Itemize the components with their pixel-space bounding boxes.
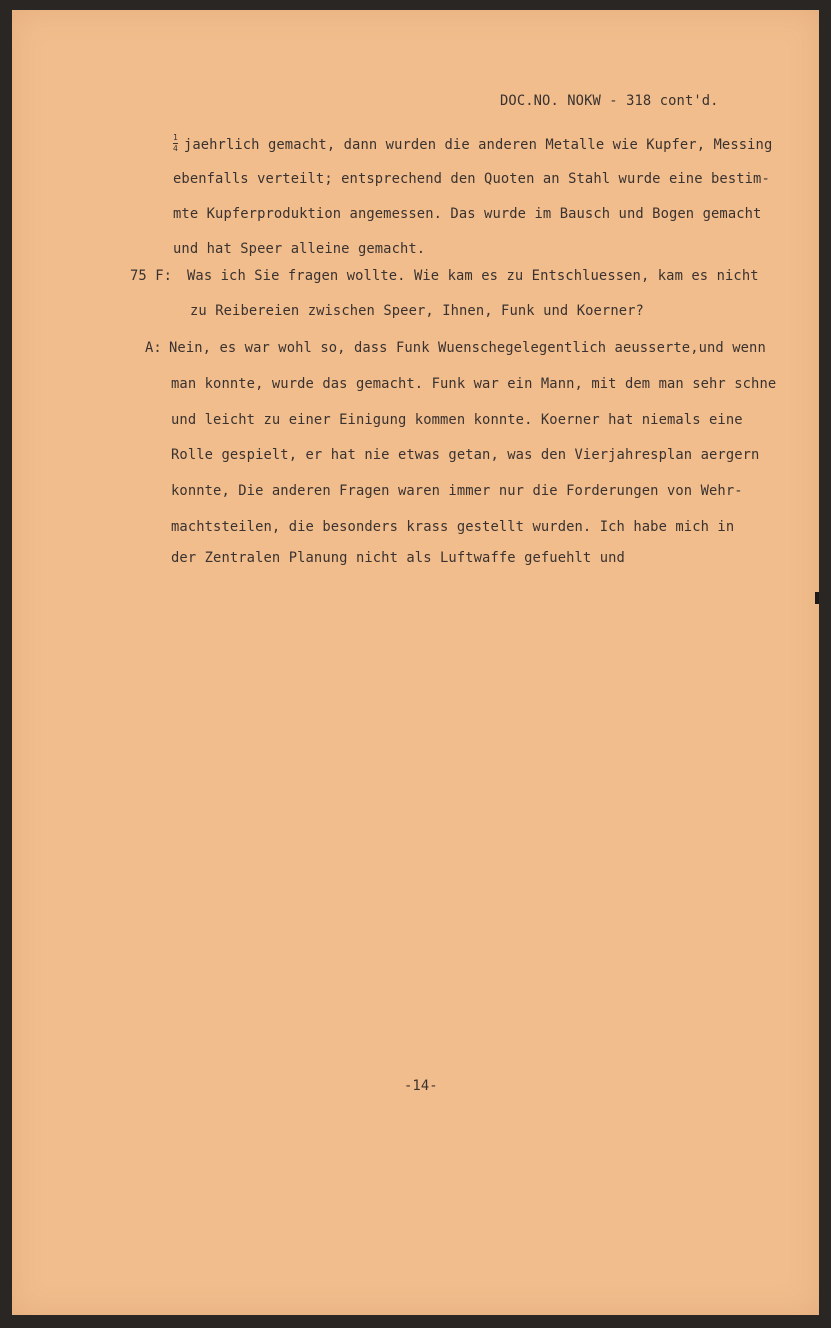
- answer-line-2: man konnte, wurde das gemacht. Funk war ein Mann, mit dem man sehr schne: [171, 376, 777, 392]
- question-number: [130, 268, 172, 284]
- answer-line-6: machtsteilen, die besonders krass gestellt wurden. Ich habe mich in: [171, 519, 735, 535]
- fraction-denominator: 4: [173, 144, 178, 153]
- answer-line-5: konnte, Die anderen Fragen waren immer nur die Forderungen von Wehr-: [171, 483, 743, 499]
- answer-label: A:: [145, 340, 162, 356]
- continuation-line-3: mte Kupferproduktion angemessen. Das wurde im Bausch und Bogen gemacht: [173, 206, 762, 222]
- paper-edge-mark: [815, 592, 819, 604]
- question-label: F:: [155, 268, 173, 284]
- document-page: [12, 10, 819, 1315]
- answer-line-4: Rolle gespielt, er hat nie etwas getan, was den Vierjahresplan aergern: [171, 447, 760, 463]
- page-number: -14-: [404, 1078, 438, 1094]
- continuation-line-4: und hat Speer alleine gemacht.: [173, 241, 426, 257]
- answer-line-3: und leicht zu einer Einigung kommen konnte. Koerner hat niemals eine: [171, 412, 743, 428]
- answer-line-7: der Zentralen Planung nicht als Luftwaffe gefuehlt und: [171, 550, 625, 566]
- continuation-line-1: [173, 134, 772, 153]
- document-reference-header: DOC.NO. NOKW - 318 cont'd.: [500, 93, 719, 109]
- continuation-line-2: ebenfalls verteilt; entsprechend den Quoten an Stahl wurde eine bestim-: [173, 171, 770, 187]
- continuation-line-1-text: jaehrlich gemacht, dann wurden die anderen Metalle wie Kupfer, Messing: [183, 137, 773, 153]
- question-number-value: 75: [130, 268, 147, 284]
- fraction-numerator: 1: [173, 133, 178, 142]
- question-line-2: zu Reibereien zwischen Speer, Ihnen, Funk und Koerner?: [190, 303, 644, 319]
- fraction-one-quarter: [173, 134, 178, 153]
- answer-line-1: Nein, es war wohl so, dass Funk Wuenschegelegentlich aeusserte,und wenn: [169, 340, 766, 356]
- question-line-1: Was ich Sie fragen wollte. Wie kam es zu Entschluessen, kam es nicht: [187, 268, 759, 284]
